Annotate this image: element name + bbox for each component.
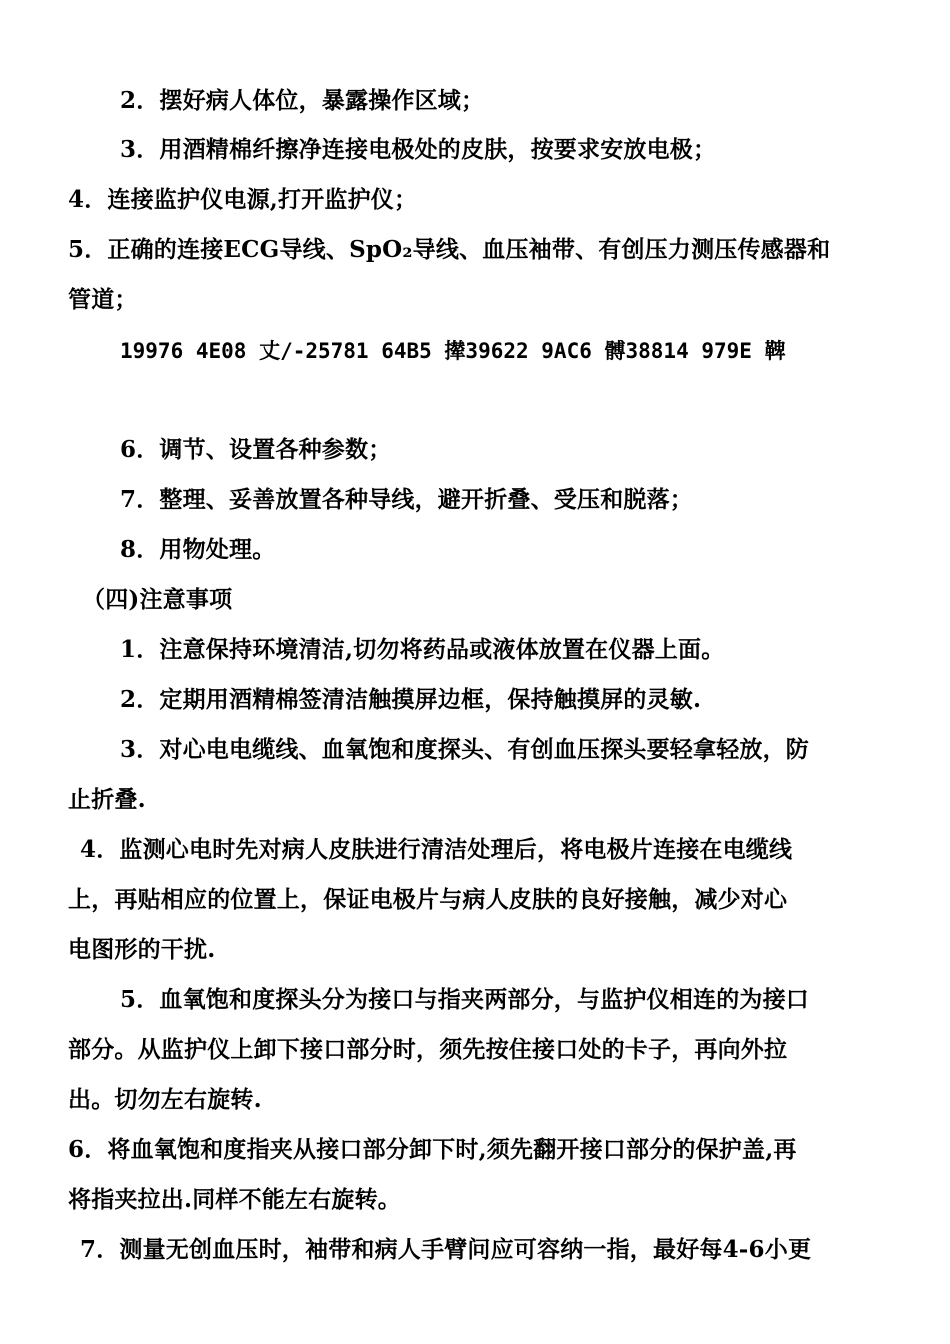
text-line: 6．调节、设置各种参数； [120, 436, 392, 463]
text-line: 4．监测心电时先对病人皮肤进行清洁处理后，将电极片连接在电缆线 [80, 836, 793, 863]
text-line: 部分。从监护仪上卸下接口部分时，须先按住接口处的卡子，再向外拉 [68, 1036, 788, 1063]
text-line: 电图形的干扰. [68, 936, 216, 963]
section-heading: （四)注意事项 [82, 586, 233, 613]
text-line: 2．摆好病人体位，暴露操作区域； [120, 87, 485, 114]
text-line: 管道； [68, 286, 138, 313]
text-line: 6．将血氧饱和度指夹从接口部分卸下时,须先翻开接口部分的保护盖,再 [68, 1136, 797, 1163]
text-line: 出。切勿左右旋转. [68, 1086, 262, 1113]
text-line: 7．整理、妥善放置各种导线，避开折叠、受压和脱落； [120, 486, 694, 513]
text-line: 将指夹拉出.同样不能左右旋转。 [68, 1186, 402, 1213]
text-line: 上，再贴相应的位置上，保证电极片与病人皮肤的良好接触，减少对心 [68, 886, 788, 913]
text-line: 2．定期用酒精棉签清洁触摸屏边框，保持触摸屏的灵敏. [120, 686, 702, 713]
text-line: 1．注意保持环境清洁,切勿将药品或液体放置在仪器上面。 [120, 636, 725, 663]
text-line: 止折叠. [68, 786, 146, 813]
text-line: 7．测量无创血压时，袖带和病人手臂问应可容纳一指，最好每4-6小更 [80, 1236, 812, 1263]
text-line: 4．连接监护仪电源,打开监护仪； [68, 186, 418, 213]
text-line: 5．正确的连接ECG导线、SpO₂导线、血压袖带、有创压力测压传感器和 [68, 236, 831, 263]
text-line: 8．用物处理。 [120, 536, 276, 563]
text-line: 3．用酒精棉纤擦净连接电极处的皮肤，按要求安放电极； [120, 136, 717, 163]
text-line: 5．血氧饱和度探头分为接口与指夹两部分，与监护仪相连的为接口 [120, 986, 810, 1013]
code-line: 19976 4E08 丈/-25781 64B5 撵39622 9AC6 髆38814 979E 鞞 [120, 339, 786, 363]
text-line: 3．对心电电缆线、血氧饱和度探头、有创血压探头要轻拿轻放，防 [120, 736, 810, 763]
